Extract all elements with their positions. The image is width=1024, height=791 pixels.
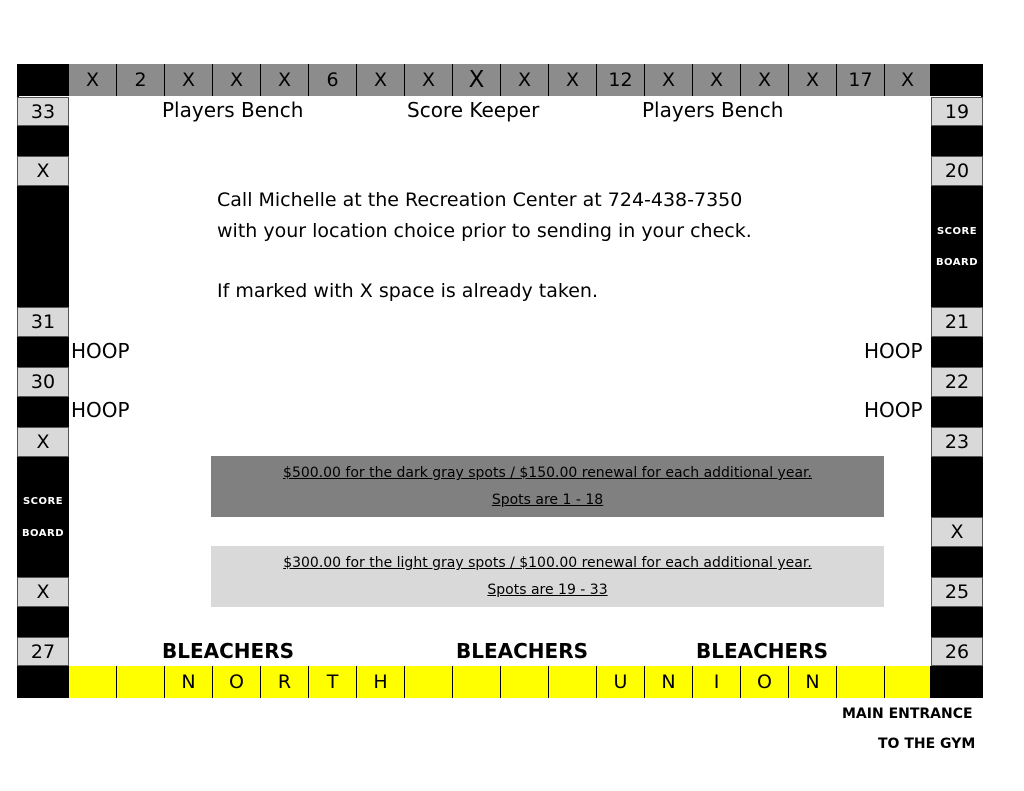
left-spot: 31 (17, 307, 69, 337)
bleachers-label: BLEACHERS (696, 639, 829, 663)
left-divider (17, 607, 69, 637)
left-divider (17, 186, 69, 307)
left-spot: 27 (17, 637, 69, 666)
bottom-spot: N (645, 666, 693, 698)
players-bench-right: Players Bench (642, 98, 784, 122)
bottom-spot (837, 666, 885, 698)
scoreboard-label: BOARD (935, 256, 979, 268)
scoreboard-label: BOARD (21, 527, 65, 539)
score-keeper: Score Keeper (407, 98, 540, 122)
right-spot: 21 (931, 307, 983, 337)
right-divider (931, 126, 983, 156)
bottom-spot (453, 666, 501, 698)
bleachers-label: BLEACHERS (456, 639, 589, 663)
scoreboard-label: SCORE (22, 495, 64, 507)
corner-bottom-right (931, 666, 983, 698)
pricing-text: $300.00 for the light gray spots / $100.00 renewal for each additional year. (283, 555, 812, 571)
instructions-line: with your location choice prior to sending in your check. (217, 220, 752, 242)
left-spot: X (17, 427, 69, 457)
dark-gray-pricing (211, 456, 884, 517)
bottom-spot: O (741, 666, 789, 698)
bottom-spot: N (789, 666, 837, 698)
top-spot: X (261, 64, 309, 96)
bottom-spot (885, 666, 931, 698)
right-spot: 22 (931, 367, 983, 397)
bottom-spot: T (309, 666, 357, 698)
bottom-spot: N (165, 666, 213, 698)
instructions-line: If marked with X space is already taken. (217, 280, 598, 302)
bottom-spot (405, 666, 453, 698)
right-spot: 25 (931, 577, 983, 607)
top-spot: 12 (597, 64, 645, 96)
hoop-label: HOOP (864, 398, 923, 422)
top-spot: 6 (309, 64, 357, 96)
right-scoreboard (931, 186, 983, 307)
main-entrance-label: TO THE GYM (878, 736, 976, 752)
corner-top-right (931, 64, 983, 96)
hoop-label: HOOP (71, 339, 130, 363)
left-spot: 33 (17, 97, 69, 126)
corner-top-left (17, 64, 69, 96)
right-divider (931, 607, 983, 637)
left-divider (17, 126, 69, 156)
left-scoreboard (17, 457, 69, 577)
bottom-spot: H (357, 666, 405, 698)
left-divider (17, 397, 69, 427)
right-spot: 23 (931, 427, 983, 457)
left-spot: 30 (17, 367, 69, 397)
instructions-line: Call Michelle at the Recreation Center at 724-438-7350 (217, 189, 743, 211)
bottom-spot: R (261, 666, 309, 698)
bottom-spot (549, 666, 597, 698)
top-spot: 17 (837, 64, 885, 96)
top-spot: X (453, 64, 501, 96)
left-spot: X (17, 577, 69, 607)
bottom-spot: O (213, 666, 261, 698)
bottom-spot (69, 666, 117, 698)
top-spot: X (213, 64, 261, 96)
top-spot: X (165, 64, 213, 96)
bottom-spot: I (693, 666, 741, 698)
right-divider (931, 397, 983, 427)
right-spot: 20 (931, 156, 983, 186)
light-gray-pricing (211, 546, 884, 607)
left-spot: X (17, 156, 69, 186)
pricing-spots: Spots are 19 - 33 (487, 582, 608, 598)
right-divider (931, 547, 983, 577)
bottom-spot: U (597, 666, 645, 698)
top-spot: X (885, 64, 931, 96)
top-spot: X (645, 64, 693, 96)
pricing-spots: Spots are 1 - 18 (491, 492, 604, 508)
right-spot: 19 (931, 97, 983, 126)
right-spot: 26 (931, 637, 983, 666)
bleachers-label: BLEACHERS (162, 639, 295, 663)
corner-bottom-left (17, 666, 69, 698)
scoreboard-label: SCORE (936, 225, 978, 237)
top-spot: X (789, 64, 837, 96)
right-divider (931, 457, 983, 517)
hoop-label: HOOP (71, 398, 130, 422)
bottom-spot (117, 666, 165, 698)
main-entrance-label: MAIN ENTRANCE (842, 706, 973, 722)
top-spot: X (549, 64, 597, 96)
players-bench-left: Players Bench (162, 98, 304, 122)
left-divider (17, 337, 69, 367)
pricing-text: $500.00 for the dark gray spots / $150.00 renewal for each additional year. (283, 465, 812, 481)
bottom-spot (501, 666, 549, 698)
top-spot: X (405, 64, 453, 96)
right-spot: X (931, 517, 983, 547)
top-spot: 2 (117, 64, 165, 96)
hoop-label: HOOP (864, 339, 923, 363)
top-spot: X (69, 64, 117, 96)
top-spot: X (357, 64, 405, 96)
top-spot: X (741, 64, 789, 96)
top-spot: X (501, 64, 549, 96)
instructions (217, 185, 752, 307)
right-divider (931, 337, 983, 367)
top-spot: X (693, 64, 741, 96)
